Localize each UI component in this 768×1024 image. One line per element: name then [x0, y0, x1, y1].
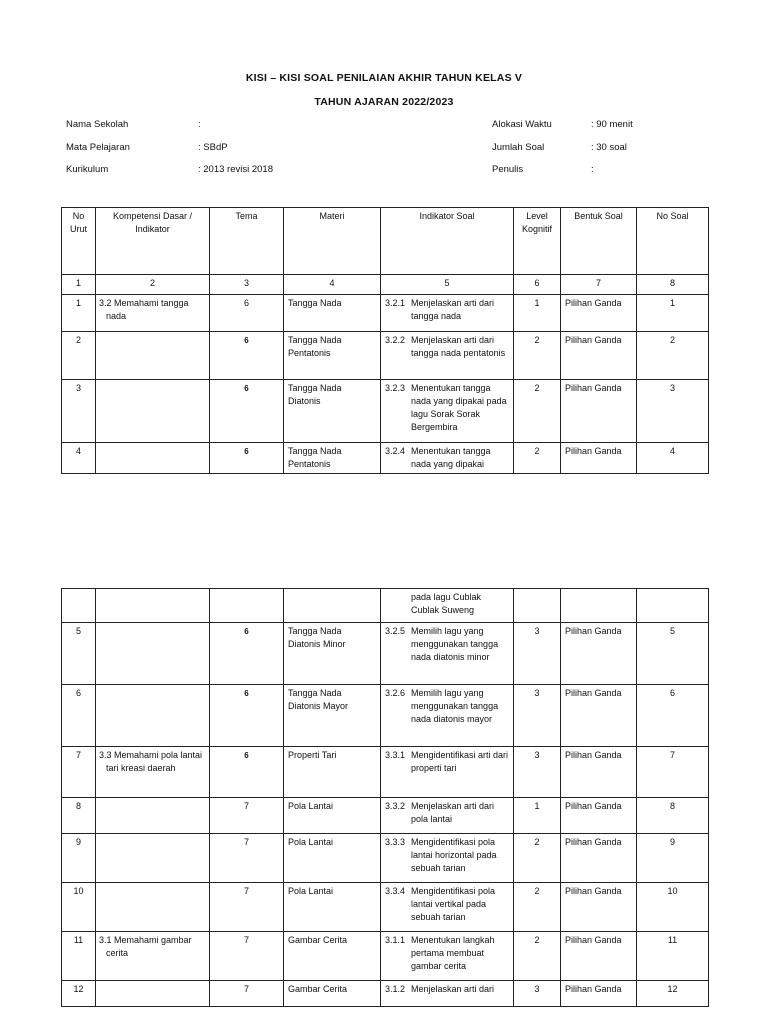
column-number: 6: [514, 275, 561, 295]
indikator-continued-text: pada lagu Cublak Cublak Suweng: [411, 592, 482, 615]
penulis-label: Penulis: [492, 164, 524, 175]
row-indikator: [381, 685, 514, 747]
row-no-soal: 3: [637, 380, 709, 443]
jumlah-soal-label: Jumlah Soal: [492, 142, 545, 153]
row-no-soal: 9: [637, 834, 709, 883]
column-number: 3: [210, 275, 284, 295]
column-number: 4: [284, 275, 381, 295]
row-level: 3: [514, 623, 561, 685]
indikator-text: Menentukan tangga nada yang dipakai pada lagu Sorak Sorak Bergembira: [411, 383, 507, 432]
table-row: [62, 981, 709, 1007]
row-kompetensi: [96, 332, 210, 380]
row-tema: 6: [210, 443, 284, 474]
indikator-text: Memilih lagu yang menggunakan tangga nada diatonis mayor: [411, 688, 499, 724]
row-materi: [284, 589, 381, 623]
row-no: 4: [62, 443, 96, 474]
row-no-soal: 11: [637, 932, 709, 981]
row-no-soal: 5: [637, 623, 709, 685]
header-no-urut: No Urut: [62, 208, 96, 275]
row-no-soal: 1: [637, 295, 709, 332]
indikator-code: 3.2.5: [385, 626, 406, 636]
row-tema: 7: [210, 798, 284, 834]
column-number: 8: [637, 275, 709, 295]
row-kompetensi: 3.3 Memahami pola lantai tari kreasi daerah: [96, 747, 210, 798]
continued-row: [62, 589, 709, 623]
row-tema: 6: [210, 623, 284, 685]
row-materi: Properti Tari: [284, 747, 381, 798]
table-row: [62, 798, 709, 834]
row-level: 1: [514, 295, 561, 332]
table-row: [62, 932, 709, 981]
column-number: 2: [96, 275, 210, 295]
row-level: 3: [514, 981, 561, 1007]
row-no-soal: 10: [637, 883, 709, 932]
row-bentuk: Pilihan Ganda: [561, 747, 637, 798]
jumlah-soal-value: : 30 soal: [591, 142, 627, 153]
indikator-code: 3.1.1: [385, 935, 406, 945]
row-level: 3: [514, 685, 561, 747]
row-materi: Pola Lantai: [284, 798, 381, 834]
table-row: [62, 443, 709, 474]
row-kompetensi: [96, 589, 210, 623]
kurikulum-label: Kurikulum: [66, 164, 109, 175]
row-materi: Gambar Cerita: [284, 932, 381, 981]
row-bentuk: [561, 589, 637, 623]
kurikulum-value: : 2013 revisi 2018: [198, 164, 273, 175]
row-materi: Tangga Nada: [284, 295, 381, 332]
row-level: 2: [514, 443, 561, 474]
row-materi: Gambar Cerita: [284, 981, 381, 1007]
row-kompetensi: [96, 798, 210, 834]
table-row: [62, 834, 709, 883]
header-kompetensi-dasar: Kompetensi Dasar / Indikator: [96, 208, 210, 275]
indikator-code: 3.3.4: [385, 886, 406, 896]
row-tema: 7: [210, 981, 284, 1007]
row-kompetensi: [96, 380, 210, 443]
row-no: 5: [62, 623, 96, 685]
nama-sekolah-label: Nama Sekolah: [66, 119, 129, 130]
row-no: 1: [62, 295, 96, 332]
row-tema: 6: [210, 332, 284, 380]
row-bentuk: Pilihan Ganda: [561, 834, 637, 883]
row-no: [62, 589, 96, 623]
indikator-text: Menentukan langkah pertama membuat gambar cerita: [411, 935, 495, 971]
row-bentuk: Pilihan Ganda: [561, 685, 637, 747]
row-no: 3: [62, 380, 96, 443]
alokasi-waktu-label: Alokasi Waktu: [492, 119, 552, 130]
row-no: 10: [62, 883, 96, 932]
row-kompetensi: [96, 981, 210, 1007]
table-row: [62, 685, 709, 747]
header-no-soal: No Soal: [637, 208, 709, 275]
row-tema: 6: [210, 685, 284, 747]
row-no-soal: 8: [637, 798, 709, 834]
column-number-row: [62, 275, 709, 295]
row-materi: Tangga Nada Diatonis: [284, 380, 381, 443]
row-no-soal: 6: [637, 685, 709, 747]
document-subtitle: TAHUN AJARAN 2022/2023: [314, 96, 454, 108]
row-indikator: [381, 380, 514, 443]
penulis-value: :: [591, 164, 594, 175]
row-no: 11: [62, 932, 96, 981]
row-no: 9: [62, 834, 96, 883]
row-kompetensi: [96, 834, 210, 883]
row-indikator: [381, 747, 514, 798]
row-indikator: [381, 443, 514, 474]
column-number: 5: [381, 275, 514, 295]
row-indikator: [381, 932, 514, 981]
row-kompetensi: [96, 623, 210, 685]
row-indikator: [381, 589, 514, 623]
indikator-code: 3.2.1: [385, 298, 406, 308]
table-row: [62, 623, 709, 685]
row-level: 2: [514, 883, 561, 932]
indikator-code: 3.3.3: [385, 837, 406, 847]
row-tema: 7: [210, 932, 284, 981]
row-indikator: [381, 798, 514, 834]
row-bentuk: Pilihan Ganda: [561, 295, 637, 332]
kisi-table-page-1: [61, 207, 709, 474]
indikator-code: 3.2.4: [385, 446, 406, 456]
row-tema: 6: [210, 380, 284, 443]
row-bentuk: Pilihan Ganda: [561, 623, 637, 685]
row-tema: 6: [210, 295, 284, 332]
nama-sekolah-value: :: [198, 119, 201, 130]
row-materi: Pola Lantai: [284, 883, 381, 932]
row-no-soal: 12: [637, 981, 709, 1007]
row-tema: 7: [210, 834, 284, 883]
row-kompetensi: [96, 443, 210, 474]
row-no-soal: 2: [637, 332, 709, 380]
row-bentuk: Pilihan Ganda: [561, 798, 637, 834]
header-level-kognitif: Level Kognitif: [514, 208, 561, 275]
header-bentuk-soal: Bentuk Soal: [561, 208, 637, 275]
row-no: 2: [62, 332, 96, 380]
row-indikator: [381, 623, 514, 685]
indikator-code: 3.3.1: [385, 750, 406, 760]
row-tema: [210, 589, 284, 623]
column-number: 7: [561, 275, 637, 295]
row-kompetensi: [96, 685, 210, 747]
indikator-text: Mengidentifikasi pola lantai vertikal pada sebuah tarian: [411, 886, 496, 922]
row-level: 2: [514, 380, 561, 443]
row-indikator: [381, 295, 514, 332]
table-row: [62, 747, 709, 798]
row-materi: Tangga Nada Diatonis Minor: [284, 623, 381, 685]
indikator-code: 3.2.3: [385, 383, 406, 393]
kisi-table-page-2: [61, 588, 709, 1007]
document-title: KISI – KISI SOAL PENILAIAN AKHIR TAHUN KELAS V: [245, 72, 523, 84]
row-bentuk: Pilihan Ganda: [561, 380, 637, 443]
indikator-text: Menentukan tangga nada yang dipakai: [411, 446, 491, 469]
row-level: 1: [514, 798, 561, 834]
row-tema: 6: [210, 747, 284, 798]
table-row: [62, 295, 709, 332]
row-materi: Tangga Nada Pentatonis: [284, 332, 381, 380]
header-row: [62, 208, 709, 275]
row-kompetensi: [96, 883, 210, 932]
indikator-code: 3.2.6: [385, 688, 406, 698]
table-row: [62, 380, 709, 443]
indikator-text: Mengidentifikasi arti dari properti tari: [411, 750, 509, 773]
header-materi: Materi: [284, 208, 381, 275]
indikator-text: Memilih lagu yang menggunakan tangga nada diatonis minor: [411, 626, 499, 662]
row-materi: Tangga Nada Diatonis Mayor: [284, 685, 381, 747]
row-level: 2: [514, 834, 561, 883]
row-indikator: [381, 981, 514, 1007]
row-materi: Pola Lantai: [284, 834, 381, 883]
row-bentuk: Pilihan Ganda: [561, 932, 637, 981]
table-row: [62, 883, 709, 932]
row-no-soal: 7: [637, 747, 709, 798]
table-row: [62, 332, 709, 380]
row-bentuk: Pilihan Ganda: [561, 883, 637, 932]
row-indikator: [381, 883, 514, 932]
row-tema: 7: [210, 883, 284, 932]
header-tema: Tema: [210, 208, 284, 275]
mata-pelajaran-value: : SBdP: [198, 142, 228, 153]
indikator-text: Mengidentifikasi pola lantai horizontal pada sebuah tarian: [411, 837, 497, 873]
indikator-text: Menjelaskan arti dari: [411, 984, 495, 994]
row-no-soal: [637, 589, 709, 623]
row-level: [514, 589, 561, 623]
indikator-text: Menjelaskan arti dari tangga nada: [411, 298, 495, 321]
alokasi-waktu-value: : 90 menit: [591, 119, 633, 130]
mata-pelajaran-label: Mata Pelajaran: [66, 142, 130, 153]
row-no: 7: [62, 747, 96, 798]
indikator-text: Menjelaskan arti dari pola lantai: [411, 801, 495, 824]
row-no: 6: [62, 685, 96, 747]
row-no: 12: [62, 981, 96, 1007]
row-level: 2: [514, 932, 561, 981]
indikator-code: 3.2.2: [385, 335, 406, 345]
header-indikator-soal: Indikator Soal: [381, 208, 514, 275]
row-kompetensi: 3.1 Memahami gambar cerita: [96, 932, 210, 981]
column-number: 1: [62, 275, 96, 295]
row-bentuk: Pilihan Ganda: [561, 443, 637, 474]
indikator-code: 3.3.2: [385, 801, 406, 811]
indikator-code: 3.1.2: [385, 984, 406, 994]
row-level: 2: [514, 332, 561, 380]
row-level: 3: [514, 747, 561, 798]
indikator-text: Menjelaskan arti dari tangga nada pentatonis: [411, 335, 506, 358]
row-bentuk: Pilihan Ganda: [561, 981, 637, 1007]
row-materi: Tangga Nada Pentatonis: [284, 443, 381, 474]
row-no: 8: [62, 798, 96, 834]
row-kompetensi: 3.2 Memahami tangga nada: [96, 295, 210, 332]
row-indikator: [381, 834, 514, 883]
row-bentuk: Pilihan Ganda: [561, 332, 637, 380]
row-indikator: [381, 332, 514, 380]
row-no-soal: 4: [637, 443, 709, 474]
